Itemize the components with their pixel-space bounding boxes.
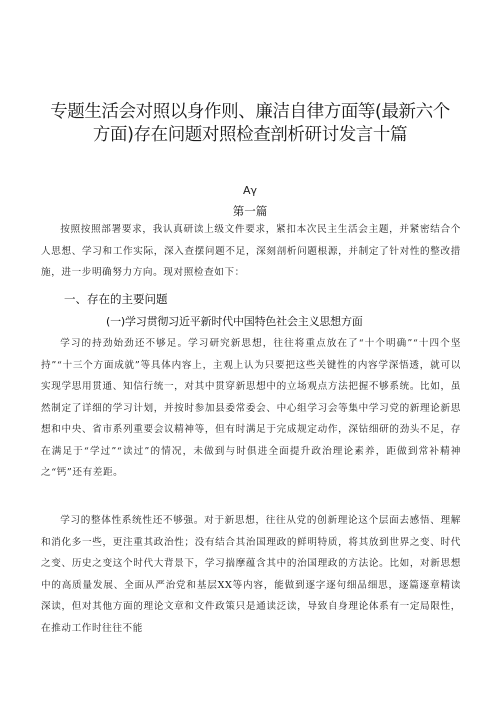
body-paragraph: 学习的持劲始劲还不够足。学习研究新思想，往往将重点放在了“十个明确”“十四个坚持”“十三个方面成就”等具体内容上，主观上认为只要把这些关键性的内容学深悟透，就可以实现学思用贯通、知信行统一，对其中贯穿新思想中的立场观点方法把握不够系统。比如，虽然制定了详细的学习计划，并按时参加县委常委会、中心组学习会等集中学习党的新理论新思想和中央、省市系列重要会议精神等，但有时满足于完成规定动作，深钻细研的劲头不足，存在满足于“学过”“读过”的情况，未做到与时俱进全面提升政治理论素养，距做到常补精神之“钙”还有差距。: [41, 338, 461, 478]
body-paragraph: 学习的整体性系统性还不够强。对于新思想，往往从党的创新理论这个层面去感悟、理解和消化多一些，更注重其政治性；没有结合其治国理政的鲜明特质，将其放到世界之变、时代之变、历史之变这个时代大背景下，学习揣摩蕴含其中的治国理政的方法论。比如，对新思想中的高质量发展、全面从严治党和基层XX等内容，能做到逐字逐句细品细思，逐篇逐章精读深读，但对其他方面的理论文章和文件政策只是通读泛读，导致自身理论体系有一定局限性，在推动工作时往往不能: [41, 515, 461, 634]
heading-level-2: (一)学习贯彻习近平新时代中国特色社会主义思想方面: [106, 315, 363, 328]
toc-label: Aγ: [242, 184, 258, 197]
document-title-line-2: 方面)存在问题对照检查剖析研讨发言十篇: [92, 125, 408, 145]
intro-paragraph: 按照按照部署要求，我认真研读上级文件要求，紧扣本次民主生活会主题，并紧密结合个人思想、学习和工作实际，深入查摆问题不足，深刻剖析问题根源，并制定了针对性的整改措施，进一步明确努力方向。现对照检查如下：: [41, 224, 461, 278]
heading-level-1: 一、存在的主要问题: [64, 292, 168, 306]
document-title-line-1: 专题生活会对照以身作则、廉洁自律方面等(最新六个: [50, 102, 450, 122]
section-label: 第一篇: [232, 204, 268, 218]
